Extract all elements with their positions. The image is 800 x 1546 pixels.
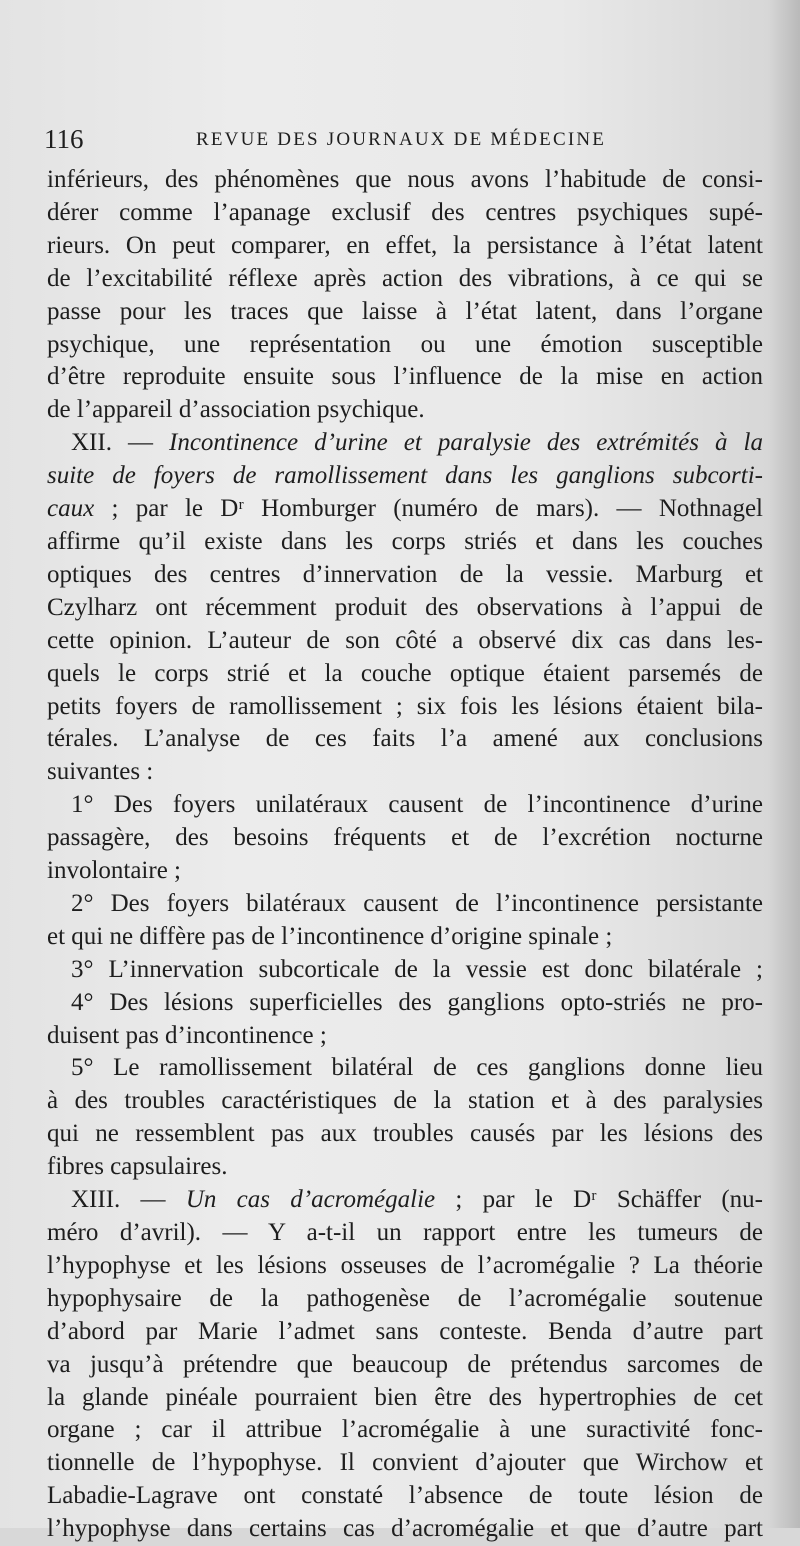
text-line bbox=[47, 1184, 763, 1217]
line-text: d’être reproduite ensuite sous l’influence de la mise en action bbox=[47, 363, 763, 391]
text-line bbox=[47, 263, 763, 296]
text-line bbox=[47, 296, 763, 329]
line-text: 3° L’innervation subcorticale de la vessie est donc bilatérale ; bbox=[71, 955, 763, 983]
line-text: suivantes : bbox=[47, 758, 154, 786]
text-line bbox=[47, 592, 763, 625]
line-text: dérer comme l’apanage exclusif des centres psychiques supé- bbox=[47, 198, 763, 226]
text-line bbox=[47, 1513, 763, 1546]
line-text: la glande pinéale pourraient bien être des hypertrophies de cet bbox=[47, 1383, 763, 1411]
line-text: à des troubles caractéristiques de la station et à des paralysies bbox=[47, 1087, 763, 1115]
text-line bbox=[47, 691, 763, 724]
text-line bbox=[47, 1283, 763, 1316]
text-line bbox=[47, 460, 763, 493]
line-text: hypophysaire de la pathogenèse de l’acromégalie soutenue bbox=[47, 1284, 763, 1312]
line-text: l’hypophyse et les lésions osseuses de l’acromégalie ? La théorie bbox=[47, 1251, 763, 1279]
text-line bbox=[47, 1382, 763, 1415]
line-text: de l’excitabilité réflexe après action des vibrations, à ce qui se bbox=[47, 264, 763, 292]
text-line bbox=[47, 361, 763, 394]
line-text: va jusqu’à prétendre que beaucoup de prétendus sarcomes de bbox=[47, 1350, 763, 1378]
text-line bbox=[47, 987, 763, 1020]
page-header bbox=[44, 124, 764, 154]
line-text: cette opinion. L’auteur de son côté a observé dix cas dans les- bbox=[47, 626, 763, 654]
text-line bbox=[47, 1217, 763, 1250]
line-text: passagère, des besoins fréquents et de l’excrétion nocturne bbox=[47, 824, 763, 852]
line-text: involontaire ; bbox=[47, 857, 181, 885]
text-line bbox=[47, 394, 763, 427]
text-line bbox=[47, 427, 763, 460]
line-text: et qui ne diffère pas de l’incontinence d’origine spinale ; bbox=[47, 922, 613, 950]
section-number: XIII. — bbox=[71, 1186, 186, 1214]
line-text: Labadie-Lagrave ont constaté l’absence de toute lésion de bbox=[47, 1482, 763, 1510]
text-line bbox=[47, 1447, 763, 1480]
article-title: suite de foyers de ramollissement dans les ganglions subcorti- bbox=[47, 462, 763, 490]
line-text: psychique, une représentation ou une émotion susceptible bbox=[47, 330, 763, 358]
text-line bbox=[47, 1480, 763, 1513]
line-text: 2° Des foyers bilatéraux causent de l’incontinence persistante bbox=[71, 889, 763, 917]
text-line bbox=[47, 789, 763, 822]
line-text: 4° Des lésions superficielles des ganglions opto-striés ne pro- bbox=[71, 988, 763, 1016]
text-line bbox=[47, 625, 763, 658]
text-line bbox=[47, 921, 763, 954]
text-line bbox=[47, 559, 763, 592]
text-line bbox=[47, 1085, 763, 1118]
line-text: passe pour les traces que laisse à l’état latent, dans l’organe bbox=[47, 297, 763, 325]
text-line bbox=[47, 1151, 763, 1184]
line-text: petits foyers de ramollissement ; six fois les lésions étaient bila- bbox=[47, 692, 763, 720]
line-text: inférieurs, des phénomènes que nous avons l’habitude de consi- bbox=[47, 166, 763, 193]
line-text: l’hypophyse dans certains cas d’acromégalie et que d’autre part bbox=[47, 1515, 763, 1543]
text-line bbox=[47, 1414, 763, 1447]
line-text: 1° Des foyers unilatéraux causent de l’incontinence d’urine bbox=[71, 791, 763, 819]
line-text: méro d’avril). — Y a-t-il un rapport entre les tumeurs de bbox=[47, 1219, 763, 1246]
text-line bbox=[47, 493, 763, 526]
text-line bbox=[47, 1118, 763, 1151]
text-line bbox=[47, 954, 763, 987]
line-text: Czylharz ont récemment produit des observations à l’appui de bbox=[47, 593, 763, 621]
text-line bbox=[47, 658, 763, 691]
article-title: Incontinence d’urine et paralysie des extrémités à la bbox=[169, 429, 763, 457]
line-text: ; par le Dʳ Schäffer (nu- bbox=[435, 1186, 763, 1214]
line-text: de l’appareil d’association psychique. bbox=[47, 396, 425, 424]
line-text: ; par le Dʳ Homburger (numéro de mars). — Nothnagel bbox=[94, 495, 763, 523]
section-number: XII. — bbox=[71, 429, 170, 457]
article-title: caux bbox=[47, 495, 95, 523]
text-line bbox=[47, 1052, 763, 1085]
line-text: quels le corps strié et la couche optique étaient parsemés de bbox=[47, 659, 763, 687]
text-line bbox=[47, 526, 763, 559]
line-text: térales. L’analyse de ces faits l’a amené aux conclusions bbox=[47, 725, 763, 753]
line-text: duisent pas d’incontinence ; bbox=[47, 1021, 327, 1049]
body-text bbox=[47, 164, 763, 1546]
line-text: organe ; car il attribue l’acromégalie à une suractivité fonc- bbox=[47, 1416, 763, 1444]
line-text: d’abord par Marie l’admet sans conteste. Benda d’autre part bbox=[47, 1317, 763, 1345]
line-text: affirme qu’il existe dans les corps striés et dans les couches bbox=[47, 527, 763, 555]
text-line bbox=[47, 230, 763, 263]
running-title: REVUE DES JOURNAUX DE MÉDECINE bbox=[196, 129, 607, 150]
text-line bbox=[47, 1349, 763, 1382]
text-line bbox=[47, 855, 763, 888]
text-line bbox=[47, 329, 763, 362]
text-line bbox=[47, 1020, 763, 1053]
text-line bbox=[47, 1316, 763, 1349]
line-text: qui ne ressemblent pas aux troubles causés par les lésions des bbox=[47, 1120, 763, 1148]
page-number: 116 bbox=[44, 124, 84, 154]
line-text: rieurs. On peut comparer, en effet, la persistance à l’état latent bbox=[47, 231, 763, 259]
article-title: Un cas d’acromégalie bbox=[185, 1186, 436, 1214]
line-text: optiques des centres d’innervation de la vessie. Marburg et bbox=[47, 560, 763, 588]
text-line bbox=[47, 723, 763, 756]
text-line bbox=[47, 888, 763, 921]
text-line bbox=[47, 164, 763, 197]
text-line bbox=[47, 822, 763, 855]
line-text: tionnelle de l’hypophyse. Il convient d’ajouter que Wirchow et bbox=[47, 1449, 763, 1477]
line-text: fibres capsulaires. bbox=[47, 1153, 228, 1181]
text-line bbox=[47, 756, 763, 789]
text-line bbox=[47, 197, 763, 230]
line-text: 5° Le ramollissement bilatéral de ces ganglions donne lieu bbox=[71, 1054, 763, 1082]
text-line bbox=[47, 1250, 763, 1283]
